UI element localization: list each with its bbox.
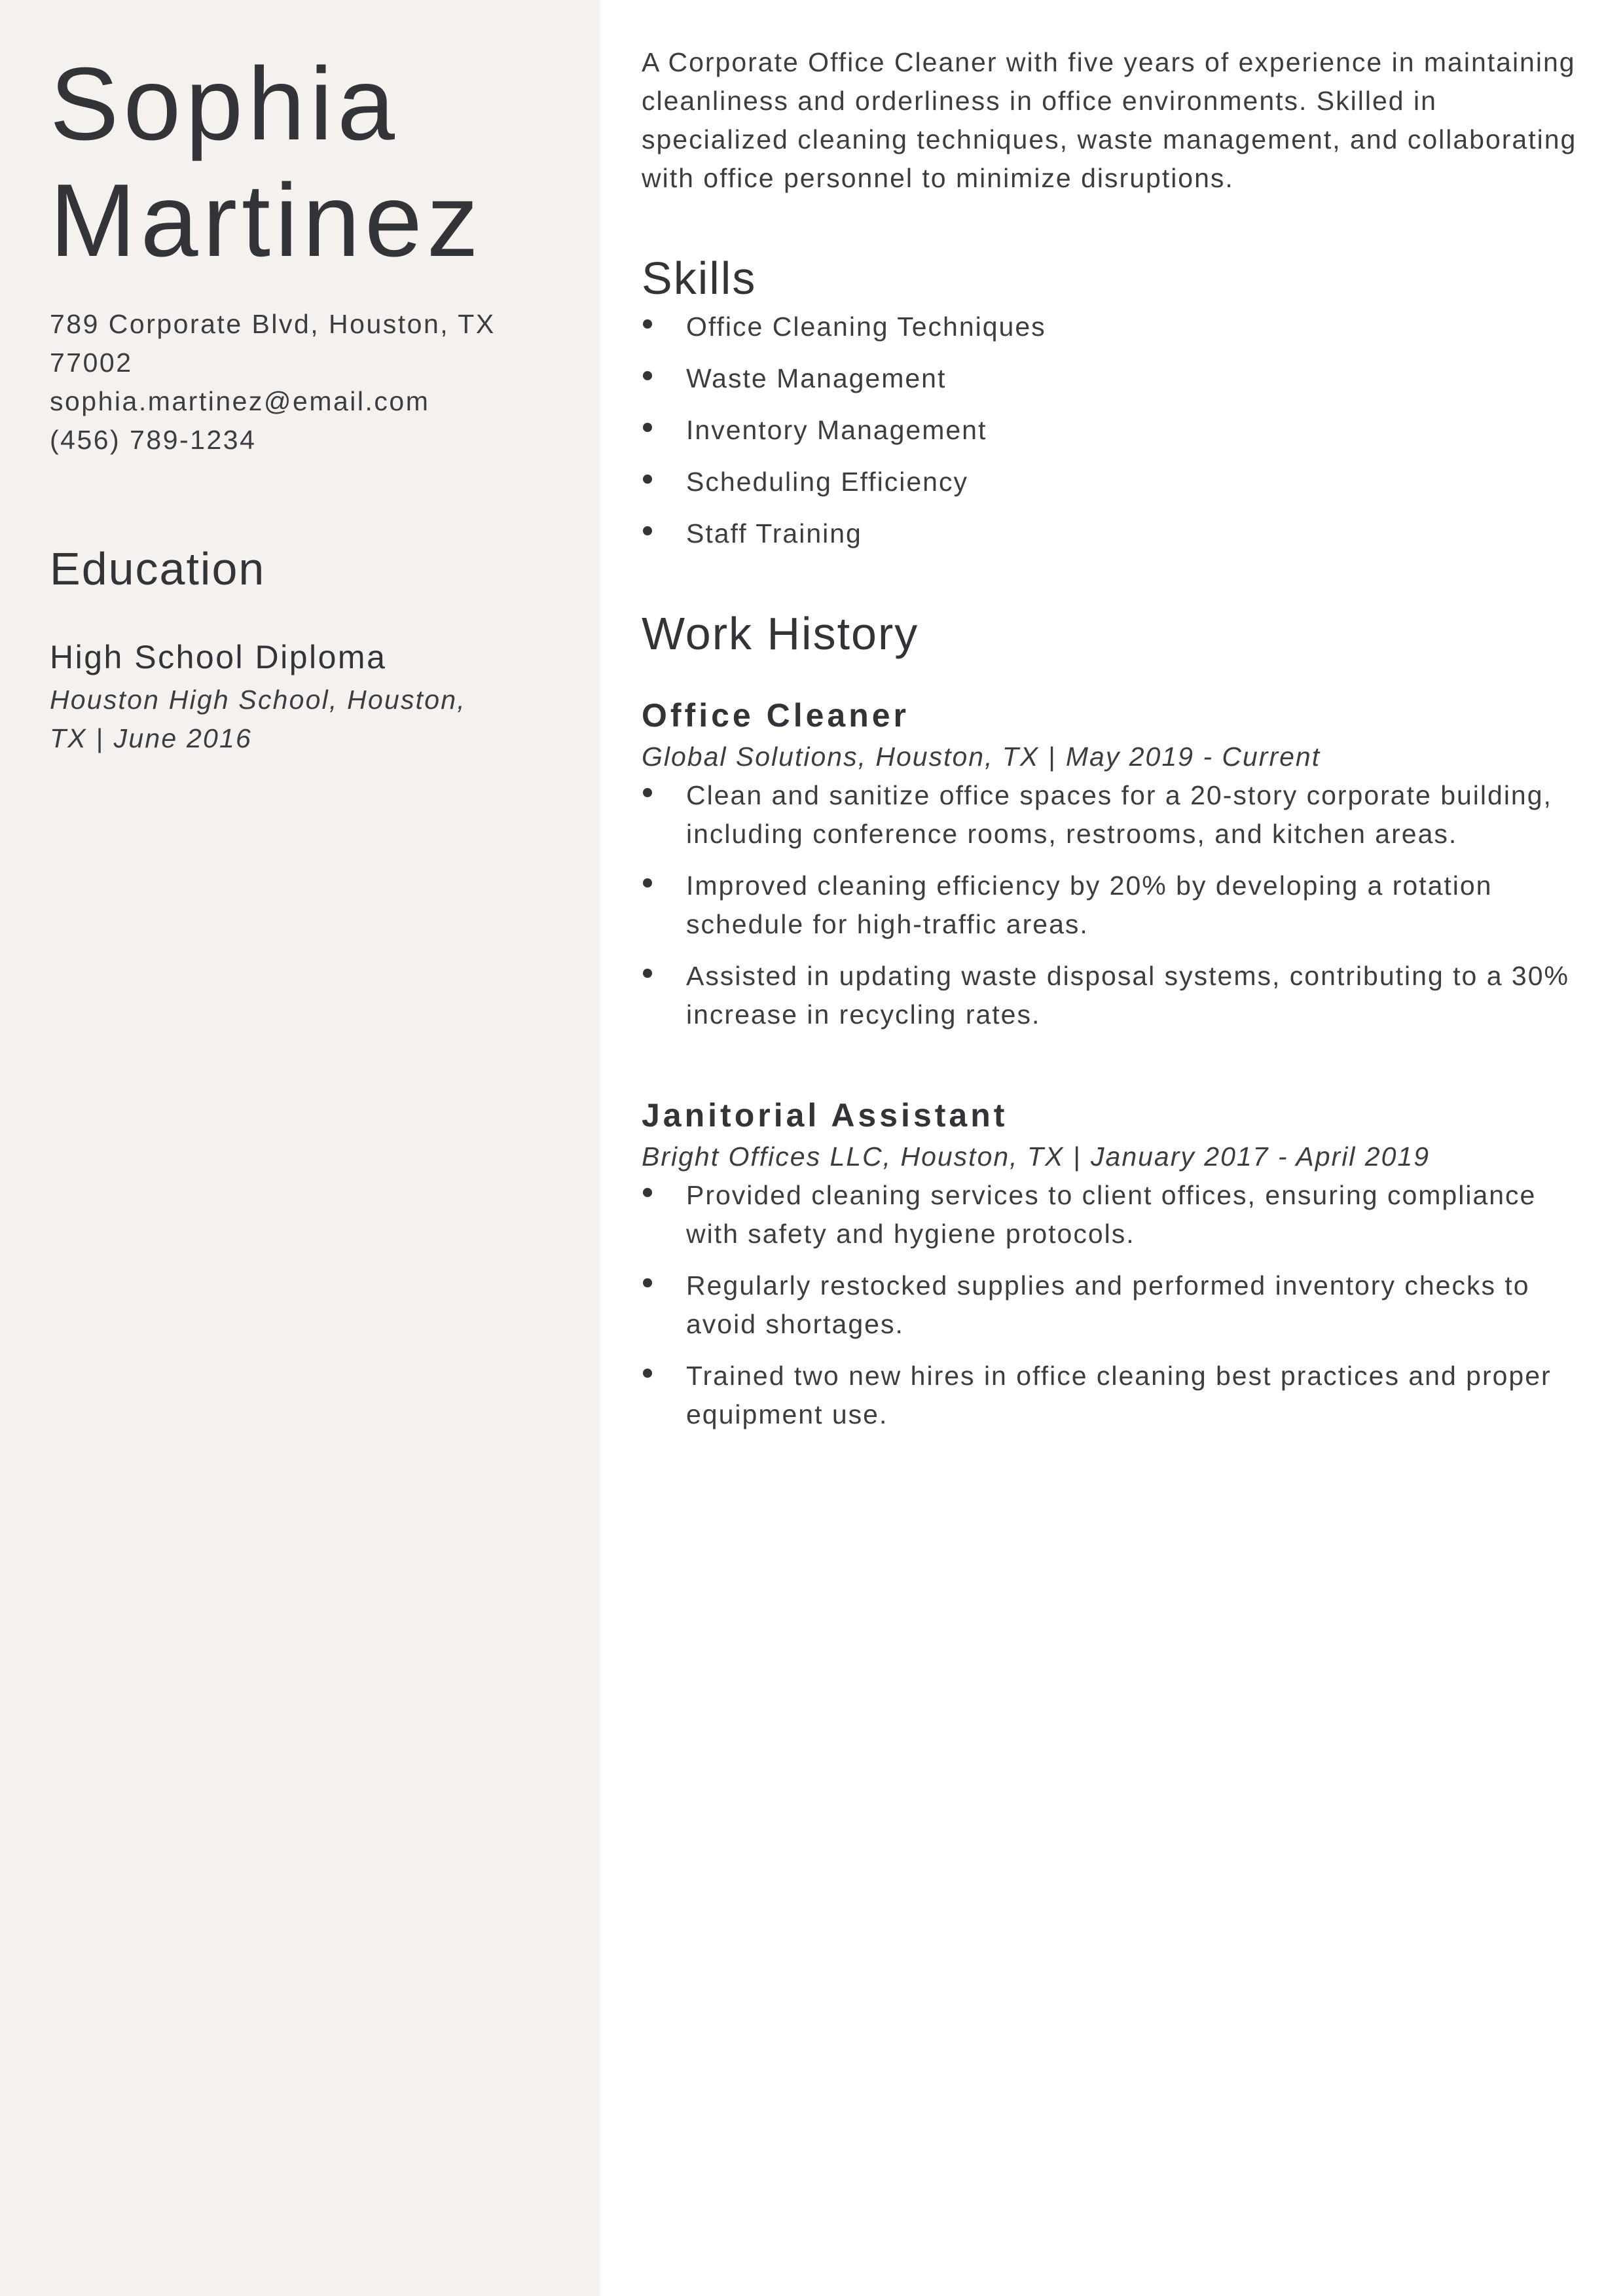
skills-list [642, 308, 1584, 553]
bullet-icon [643, 475, 652, 484]
bullet-icon [643, 526, 652, 535]
job-company: Bright Offices LLC, Houston, TX [642, 1141, 1065, 1172]
education-school-line2 [50, 719, 560, 758]
job-title: Office Cleaner [642, 697, 910, 734]
job-dates: May 2019 - Current [1065, 742, 1321, 772]
job-title: Janitorial Assistant [642, 1097, 1008, 1134]
education-date: June 2016 [113, 723, 252, 753]
job-bullets [642, 776, 1584, 1034]
job-bullet: Clean and sanitize office spaces for a 20-story corporate building, including conference rooms, restrooms, and kitchen areas. [642, 776, 1584, 853]
skills-heading: Skills [642, 253, 757, 304]
education-degree: High School Diploma [50, 639, 387, 675]
name-last: Martinez [50, 163, 483, 278]
education-school [50, 681, 560, 758]
education-state: TX [50, 723, 87, 753]
bullet-icon [643, 1278, 652, 1287]
job-separator: | [1073, 1141, 1082, 1172]
bullet-icon [643, 788, 652, 797]
education-school-line1: Houston High School, Houston, [50, 685, 466, 715]
job-bullet: Assisted in updating waste disposal systems, contributing to a 30% increase in recycling rates. [642, 957, 1584, 1034]
job-bullet: Trained two new hires in office cleaning best practices and proper equipment use. [642, 1357, 1584, 1434]
work-history-heading: Work History [642, 608, 919, 659]
job-entry [642, 694, 1584, 1034]
education-heading: Education [50, 543, 266, 594]
skill-item: Inventory Management [642, 411, 1584, 450]
bullet-icon [643, 319, 652, 329]
address-line2: 77002 [50, 348, 133, 378]
bullet-icon [643, 1369, 652, 1378]
skill-item: Scheduling Efficiency [642, 463, 1584, 501]
job-bullet: Provided cleaning services to client offices, ensuring compliance with safety and hygiene protocols. [642, 1176, 1584, 1253]
bullet-icon [643, 878, 652, 888]
job-dates: January 2017 - April 2019 [1091, 1141, 1431, 1172]
bullet-icon [643, 423, 652, 432]
contact-info [50, 305, 560, 459]
job-bullets [642, 1176, 1584, 1434]
bullet-icon [643, 969, 652, 978]
job-bullet: Improved cleaning efficiency by 20% by developing a rotation schedule for high-traffic areas. [642, 867, 1584, 944]
job-meta [642, 1138, 1584, 1176]
job-bullet: Regularly restocked supplies and performed inventory checks to avoid shortages. [642, 1266, 1584, 1344]
skill-item: Office Cleaning Techniques [642, 308, 1584, 346]
bullet-icon [643, 371, 652, 380]
sidebar [0, 0, 600, 2296]
name-first: Sophia [50, 46, 399, 162]
skill-item: Staff Training [642, 514, 1584, 553]
email: sophia.martinez@email.com [50, 386, 430, 416]
education-separator: | [96, 723, 105, 753]
skill-item: Waste Management [642, 359, 1584, 398]
job-entry [642, 1094, 1584, 1434]
bullet-icon [643, 1188, 652, 1197]
job-separator: | [1048, 742, 1057, 772]
job-company: Global Solutions, Houston, TX [642, 742, 1040, 772]
address-line1: 789 Corporate Blvd, Houston, TX [50, 309, 496, 339]
summary: A Corporate Office Cleaner with five years of experience in maintaining cleanliness and orderliness in office environments. Skilled in specialized cleaning techniques, waste management, and collaborating with office personnel to minimize disruptions. [642, 47, 1577, 193]
main-content [642, 0, 1584, 1447]
job-meta [642, 738, 1584, 776]
phone: (456) 789-1234 [50, 425, 257, 455]
candidate-name [50, 46, 560, 279]
